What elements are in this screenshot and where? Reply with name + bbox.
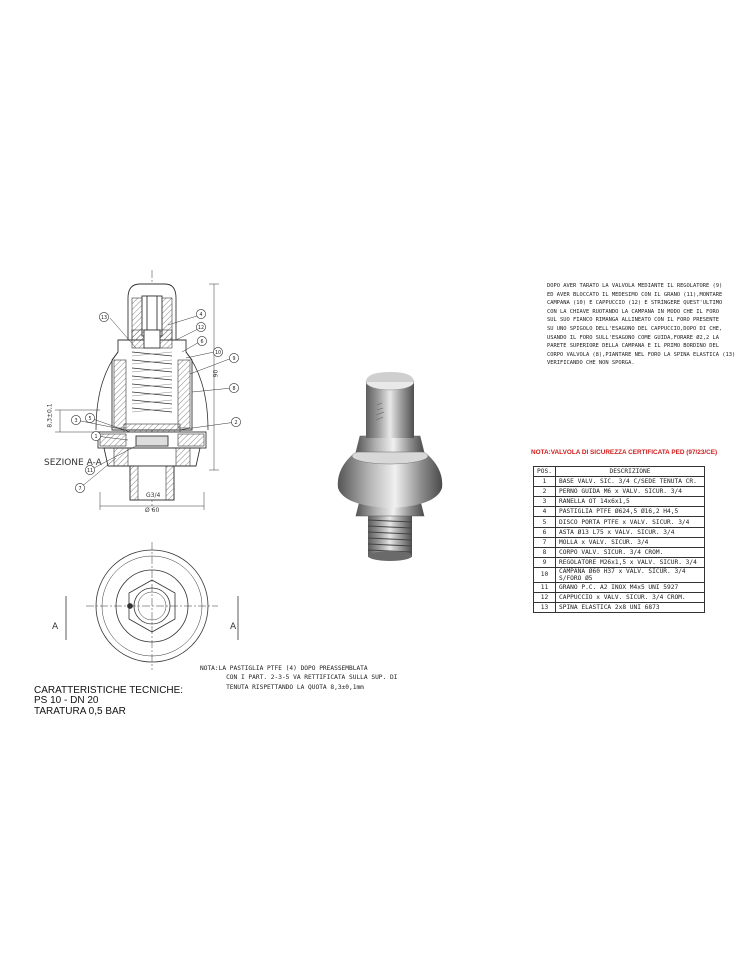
characteristics-title: CARATTERISTICHE TECNICHE: [34,685,184,696]
bom-desc: CORPO VALV. SICUR. 3/4 CROM. [556,547,705,557]
bom-desc: REGOLATORE M26x1,5 x VALV. SICUR. 3/4 [556,557,705,567]
callout-label: 10 [214,350,222,356]
bom-header-row [534,467,705,477]
callout-label: 1 [94,434,98,440]
callout-4 [196,309,205,318]
table-row [534,487,705,497]
bom-header-pos: POS. [534,467,556,477]
bom-desc: ASTA Ø13 L75 x VALV. SICUR. 3/4 [556,527,705,537]
valve-3d-render [338,372,442,561]
bom-header-desc: DESCRIZIONE [556,467,705,477]
table-row [534,537,705,547]
table-row [534,603,705,613]
section-label: SEZIONE A-A [44,458,102,468]
ptfe-note: NOTA:LA PASTIGLIA PTFE (4) DOPO PREASSEMBLATA CON I PART. 2-3-5 VA RETTIFICATA SULLA SUP. DI TENUTA RISPETTANDO LA QUOTA 8,3±0,1mm [200,665,398,691]
table-row [534,477,705,487]
bom-desc: PERNO GUIDA M6 x VALV. SICUR. 3/4 [556,487,705,497]
bom-pos: 13 [534,603,556,613]
callout-5 [85,413,94,422]
callout-label: 2 [234,420,238,426]
bom-desc: CAPPUCCIO x VALV. SICUR. 3/4 CROM. [556,593,705,603]
bom-pos: 6 [534,527,556,537]
table-row [534,527,705,537]
bom-desc: BASE VALV. SIC. 3/4 C/SEDE TENUTA CR. [556,477,705,487]
plan-view [66,542,238,670]
callout-label: 5 [88,416,92,422]
bom-desc: CAMPANA Ø60 H37 x VALV. SICUR. 3/4 S/FORO Ø5 [556,567,705,582]
callout-6 [197,336,206,345]
bom-pos: 11 [534,582,556,592]
callout-label: 9 [232,356,236,362]
callout-1 [91,431,100,440]
instruction-note: DOPO AVER TARATO LA VALVOLA MEDIANTE IL REGOLATORE (9) ED AVER BLOCCATO IL MEDESIMO CON IL GRANO (11),MONTARE CAMPANA (10) E CAPPUCCIO (12) E STRINGERE QUEST'ULTIMO CON LA CHIAVE RUOTANDO LA CAMPANA IN MODO CHE IL FORO SUL SUO FIANCO RIMANGA ALLINEATO CON IL FORO PRESENTE SU UNO SPIGOLO DELL'ESAGONO DEL CAPPUCCIO,DOPO DI CHE, USANDO IL FORO SULL'ESAGONO COME GUIDA,FORARE Ø2,2 LA PARETE SUPERIORE DELLA CAMPANA E IL PRIMO BORDINO DEL CORPO VALVOLA (8),PIANTARE NEL FORO LA SPINA ELASTICA (13) VERIFICANDO CHE NON SPORGA. [547,283,736,367]
table-row [534,507,705,517]
table-row [534,593,705,603]
callout-label: 11 [86,468,94,474]
bom-pos: 1 [534,477,556,487]
bom-desc: PASTIGLIA PTFE Ø624,5 Ø16,2 H4,5 [556,507,705,517]
callout-label: 8 [232,386,236,392]
bom-desc: SPINA ELASTICA 2x8 UNI 6873 [556,603,705,613]
callout-12 [196,322,205,331]
bom-pos: 10 [534,567,556,582]
characteristics-block [34,686,183,717]
bom-desc: DISCO PORTA PTFE x VALV. SICUR. 3/4 [556,517,705,527]
callout-13 [99,312,108,321]
bill-of-materials [533,466,705,613]
table-row [534,567,705,582]
bom-pos: 3 [534,497,556,507]
table-row [534,547,705,557]
table-row [534,557,705,567]
bom-pos: 5 [534,517,556,527]
bom-pos: 9 [534,557,556,567]
callout-3 [71,415,80,424]
bom-pos: 4 [534,507,556,517]
table-row [534,497,705,507]
dim-diameter: Ø 60 [145,507,160,514]
dim-height-small: 8,3±0,1 [46,403,54,428]
section-letter-right: A [230,622,237,632]
bom-pos: 12 [534,593,556,603]
callout-10 [213,347,222,356]
section-view [55,270,236,510]
dim-overall-height: 90 [212,369,220,378]
callout-label: 4 [199,312,203,318]
characteristics-taratura: TARATURA 0,5 BAR [34,705,126,717]
callout-label: 6 [200,339,204,345]
table-row [534,517,705,527]
section-letter-left: A [52,622,59,632]
ped-note: NOTA:VALVOLA DI SICUREZZA CERTIFICATA PED (97/23/CE) [531,449,718,456]
bom-pos: 8 [534,547,556,557]
characteristics-ps: PS 10 - DN 20 [34,695,99,707]
bom-pos: 2 [534,487,556,497]
callout-label: 3 [74,418,78,424]
callout-label: 13 [100,315,108,321]
callout-2 [231,417,240,426]
table-row [534,582,705,592]
callout-7 [75,483,84,492]
bom-desc: RANELLA OT 14x6x1,5 [556,497,705,507]
dim-thread: G3/4 [146,492,161,499]
bom-desc: MOLLA x VALV. SICUR. 3/4 [556,537,705,547]
callout-label: 7 [78,486,82,492]
bom-pos: 7 [534,537,556,547]
bom-desc: GRANO P.C. A2 INOX M4x5 UNI 5927 [556,582,705,592]
callout-8 [229,383,238,392]
callout-label: 12 [197,325,205,331]
callout-9 [229,353,238,362]
